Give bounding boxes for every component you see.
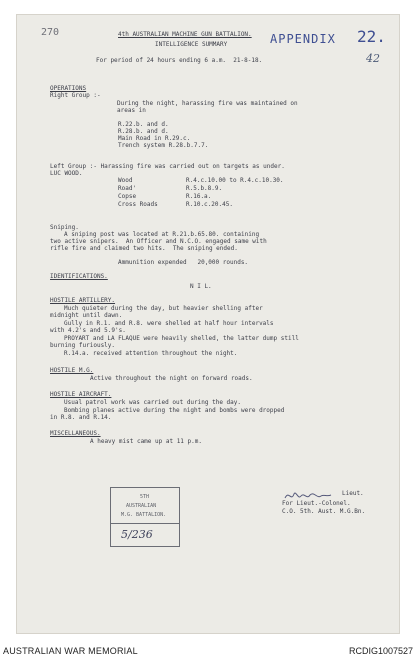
luc-wood-label: LUC WOOD. xyxy=(50,170,83,177)
artillery-line-4: with 4.2's and 5.9's. xyxy=(50,327,126,334)
right-target-1: R.22.b. and d. xyxy=(118,121,169,128)
period-line: For period of 24 hours ending 6 a.m. 21-8-18. xyxy=(96,57,263,64)
miscellaneous-heading: MISCELLANEOUS. xyxy=(50,430,101,437)
battalion-stamp xyxy=(110,487,180,547)
sniping-line-1: A sniping post was located at R.21.b.65.80. containing xyxy=(64,231,260,238)
aircraft-line-1: Usual patrol work was carried out during the day. xyxy=(64,399,242,406)
left-target-4-name: Cross Roads xyxy=(118,201,158,208)
aircraft-line-3: in R.8. and R.14. xyxy=(50,414,112,421)
left-target-3-ref: R.16.a. xyxy=(186,193,212,200)
hostile-mg-text: Active throughout the night on forward roads. xyxy=(90,375,253,382)
stamp-line-2: AUSTRALIAN xyxy=(126,503,157,509)
sniping-line-3: rifle fire and claimed two hits. The sniping ended. xyxy=(50,245,238,252)
stamp-line-1: 5TH xyxy=(140,494,150,500)
footer-record-id: RCDIG1007527 xyxy=(348,646,413,656)
hostile-aircraft-heading: HOSTILE AIRCRAFT. xyxy=(50,391,112,398)
right-target-3: Main Road in R.29.c. xyxy=(118,135,191,142)
identifications-heading: IDENTIFICATIONS. xyxy=(50,273,108,280)
sniping-line-2: two active snipers. An Officer and N.C.O. engaged same with xyxy=(50,238,267,245)
operations-heading: OPERATIONS xyxy=(50,85,87,92)
left-target-4-ref: R.10.c.20.45. xyxy=(186,201,233,208)
left-group-line: Left Group :- Harassing fire was carried out on targets as under. xyxy=(50,163,285,170)
left-target-3-name: Copse xyxy=(118,193,137,200)
right-group-text-1: During the night, harassing fire was maintained on xyxy=(117,100,298,107)
stamp-line-3: M.G. BATTALION. xyxy=(121,512,167,518)
artillery-line-3: Gully in R.1. and R.8. were shelled at half hour intervals xyxy=(64,320,274,327)
hostile-artillery-heading: HOSTILE ARTILLERY. xyxy=(50,297,116,304)
right-group-text-2: areas in xyxy=(117,107,146,114)
signature-line-3: C.O. 5th. Aust. M.G.Bn. xyxy=(282,508,366,515)
artillery-line-2: midnight until dawn. xyxy=(50,312,123,319)
signature-rank: Lieut. xyxy=(342,490,364,497)
artillery-line-6: burning furiously. xyxy=(50,342,116,349)
footer-institution: AUSTRALIAN WAR MEMORIAL xyxy=(3,646,138,656)
miscellaneous-text: A heavy mist came up at 11 p.m. xyxy=(90,438,202,445)
summary-title: INTELLIGENCE SUMMARY xyxy=(155,41,228,48)
right-target-2: R.28.b. and d. xyxy=(118,128,169,135)
signature-line-2: For Lieut.-Colonel. xyxy=(282,500,351,507)
artillery-line-1: Much quieter during the day, but heavier shelling after xyxy=(64,305,263,312)
identifications-text: N I L. xyxy=(190,283,212,290)
right-target-4: Trench system R.28.b.7.7. xyxy=(118,142,209,149)
left-target-1-name: Wood xyxy=(118,177,133,184)
artillery-line-7: R.14.a. received attention throughout the night. xyxy=(64,350,238,357)
folio-number: 42 xyxy=(366,52,380,65)
left-target-2-ref: R.5.b.8.9. xyxy=(186,185,223,192)
ammo-line: Ammunition expended 20,000 rounds. xyxy=(118,259,249,266)
artillery-line-5: PROYART and LA FLAQUE were heavily shelled, the latter dump still xyxy=(64,335,299,342)
sniping-heading: Sniping. xyxy=(50,224,79,231)
left-target-1-ref: R.4.c.10.00 to R.4.c.10.30. xyxy=(186,177,284,184)
right-group-label: Right Group :- xyxy=(50,92,101,99)
unit-heading: 4th AUSTRALIAN MACHINE GUN BATTALION. xyxy=(118,31,252,38)
appendix-stamp-label: APPENDIX xyxy=(270,32,336,46)
left-target-2-name: Road' xyxy=(118,185,137,192)
margin-number: 270 xyxy=(41,27,60,38)
stamp-handwritten-number: 5/236 xyxy=(121,528,153,541)
aircraft-line-2: Bombing planes active during the night and bombs were dropped xyxy=(64,407,285,414)
stamp-divider xyxy=(111,523,179,524)
appendix-number: 22. xyxy=(357,27,386,46)
hostile-mg-heading: HOSTILE M.G. xyxy=(50,367,94,374)
